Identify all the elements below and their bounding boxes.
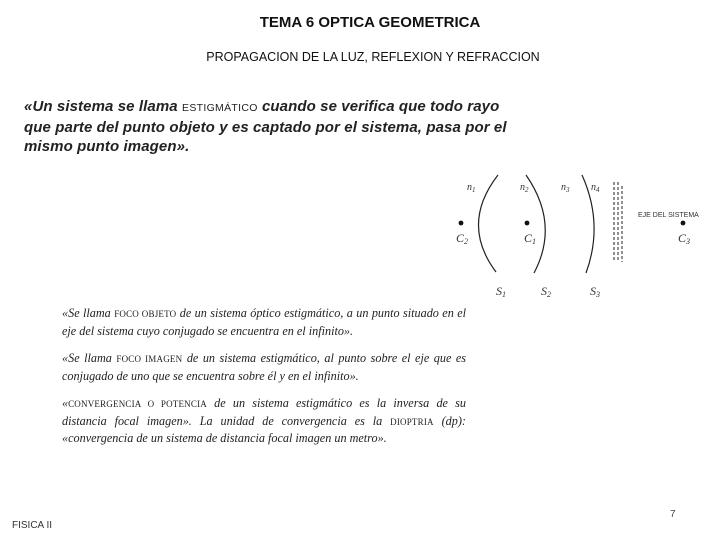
point-c1 (525, 221, 530, 226)
definition-term: ESTIGMÁTICO (182, 102, 258, 114)
paragraph-foco-imagen (62, 350, 466, 384)
label-s3: S3 (590, 284, 600, 299)
p1-text-a: «Se llama (62, 306, 115, 320)
paragraph-convergencia (62, 395, 466, 447)
label-c2: C2 (456, 231, 469, 246)
label-n1: $n_1$ (467, 182, 476, 194)
p3-term-2: DIOPTRIA (390, 416, 434, 427)
label-c1: C1 (524, 231, 537, 246)
p3-term-1: CONVERGENCIA O POTENCIA (68, 399, 207, 409)
p3-text-b: de un sistema estigmático es la inversa de su distancia focal imagen». La unidad de convergencia es la (62, 396, 466, 428)
label-c3: C3 (678, 231, 691, 246)
page-subtitle: PROPAGACION DE LA LUZ, REFLEXION Y REFRACCION (206, 50, 540, 64)
label-axis: EJE DEL SISTEMA (638, 212, 699, 219)
point-c3 (681, 221, 686, 226)
p1-term: FOCO OBJETO (114, 309, 177, 319)
p2-text-b: de un sistema estigmático, al punto sobre el eje que es conjugado de uno que se encuentra sobre él y en el infinito». (62, 351, 467, 383)
footer-course: FISICA II (12, 520, 53, 531)
p2-text-a: «Se llama (62, 351, 117, 365)
page-title: TEMA 6 OPTICA GEOMETRICA (259, 14, 481, 31)
p1-text-b: de un sistema óptico estigmático, a un punto situado en el eje del sistema cuyo conjugado se encuentra en el infinito». (62, 306, 467, 338)
label-s2: S2 (541, 284, 551, 299)
optical-system-diagram (448, 172, 720, 306)
p2-term: FOCO IMAGEN (116, 354, 183, 364)
label-n2: $n_2$ (520, 182, 529, 194)
definition-estigmatico (24, 97, 512, 156)
definition-text-1: «Un sistema se llama (24, 98, 183, 115)
paragraph-foco-objeto (62, 305, 466, 339)
label-n4: $n_4$ (591, 182, 600, 194)
definition-text-2: cuando se verifica que todo rayo que parte del punto objeto y es captado por el sistema, pasa por el mismo punto imagen». (24, 98, 507, 155)
surface-s1 (478, 175, 498, 272)
p3-text-c: (dp): «convergencia de un sistema de distancia focal imagen un metro». (62, 413, 466, 445)
label-s1: S1 (496, 284, 506, 299)
label-n3: $n_3$ (561, 182, 570, 194)
page-number: 7 (670, 509, 676, 520)
point-c2 (459, 221, 464, 226)
p3-text-a: « (62, 396, 69, 410)
